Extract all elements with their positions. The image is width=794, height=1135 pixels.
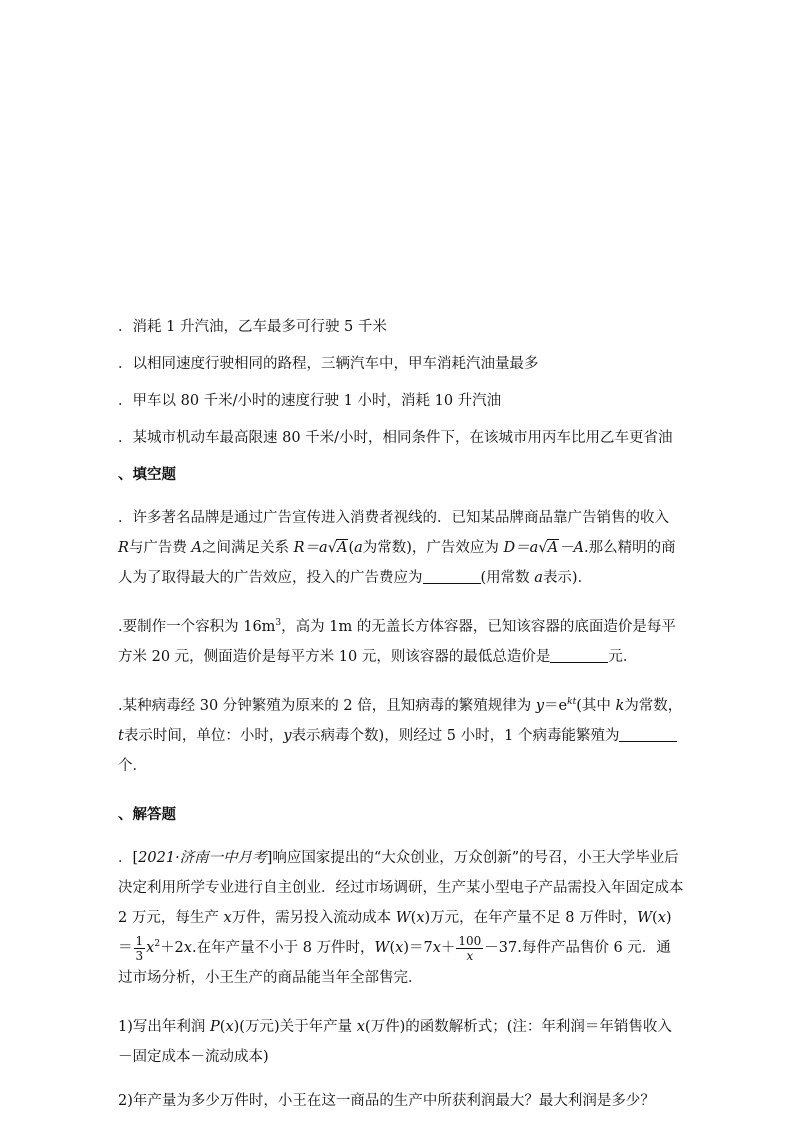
document-content xyxy=(118,312,684,1135)
text: 与广告费 xyxy=(128,540,192,556)
text: 个． xyxy=(118,758,147,774)
fraction xyxy=(456,934,483,963)
var: a xyxy=(529,540,539,556)
subquestion-2: 2)年产量为多少万件时，小王在这一商品的生产中所获利润最大？最大利润是多少？ xyxy=(118,1093,655,1109)
text: )(万元)关于年产量 xyxy=(233,1019,357,1035)
var: x xyxy=(146,940,155,956)
var: a xyxy=(319,540,328,556)
sqrt-symbol: √ xyxy=(327,540,337,556)
var: x xyxy=(183,940,192,956)
var: a xyxy=(354,540,363,556)
superscript: 2 xyxy=(154,939,161,950)
radicand: A xyxy=(547,540,559,556)
equation: ＝e xyxy=(544,698,568,714)
radicand: A xyxy=(336,540,348,556)
text: ．许多著名品牌是通过广告宣传进入消费者视线的．已知某品牌商品靠广告销售的收入 xyxy=(118,510,669,526)
text: －37.每件产品售价 6 元．通过市场分析，小王生产的商品能当年全部售完． xyxy=(118,940,671,986)
question-container xyxy=(118,612,684,672)
text: ＋ xyxy=(440,940,456,956)
text: )万元，在年产量不足 8 万件时， xyxy=(424,910,638,926)
option-item: ．以相同速度行驶相同的路程，三辆汽车中，甲车消耗汽油量最多 xyxy=(118,356,539,372)
text: ( xyxy=(219,1019,226,1035)
text: .那么精明的商人为了取得最大的广告效应，投入的广告费应为 xyxy=(118,540,676,586)
var: A xyxy=(191,540,203,556)
denominator: x xyxy=(466,948,474,963)
equation: R＝ xyxy=(293,540,320,556)
var: x xyxy=(432,940,441,956)
denominator: 3 xyxy=(135,948,144,963)
text: 表示时间，单位：小时， xyxy=(123,728,284,744)
fraction xyxy=(134,934,146,963)
text: ]响应国家提出的“大众创业，万众创新”的号召，小王大学毕业后决定利用所学专业进行自主创业．经过市场调研，生产某小型电子产品需投入年固定成本 2 万元，每生产 xyxy=(118,850,684,926)
section-heading-fill: 、填空题 xyxy=(118,466,176,483)
numerator: 100 xyxy=(458,933,482,948)
var: x xyxy=(657,910,666,926)
answer-blank[interactable] xyxy=(619,727,677,742)
var: x xyxy=(356,1019,365,1035)
var: W xyxy=(637,910,653,926)
text: 万件，需另投入流动成本 xyxy=(231,910,396,926)
text: (用常数 xyxy=(480,570,535,586)
option-item: ．某城市机动车最高限速 80 千米/小时，相同条件下，在该城市用丙车比用乙车更省油 xyxy=(118,430,673,446)
source-label: 2021·济南一中月考 xyxy=(138,850,267,866)
text: ( xyxy=(410,910,417,926)
var: x xyxy=(223,910,232,926)
var: t xyxy=(118,728,124,744)
var: P xyxy=(210,1019,220,1035)
text: 之间满足关系 xyxy=(202,540,294,556)
text: 表示病毒个数)，则经过 5 小时，1 个病毒能繁殖为 xyxy=(291,728,620,744)
text: ( xyxy=(652,910,658,926)
var: W xyxy=(374,940,390,956)
superscript: kt xyxy=(567,697,577,708)
equation: －A xyxy=(559,540,585,556)
text: ( xyxy=(348,540,355,556)
var: x xyxy=(416,910,425,926)
question-business xyxy=(118,843,684,993)
text: ( xyxy=(389,940,396,956)
text: .在年产量不小于 8 万件时， xyxy=(191,940,375,956)
var: y xyxy=(535,698,545,714)
text: ＋2 xyxy=(160,940,184,956)
text: .要制作一个容积为 16m xyxy=(118,619,276,635)
subquestion-1 xyxy=(118,1012,684,1072)
text: .某种病毒经 30 分钟繁殖为原来的 2 倍，且知病毒的繁殖规律为 xyxy=(118,698,536,714)
question-virus xyxy=(118,691,684,781)
text: ，高为 1m 的无盖长方体容器，已知该容器的底面造价是每平方米 20 元，侧面造价是每平方米 10 元，则该容器的最低总造价是 xyxy=(118,619,676,665)
var: x xyxy=(395,940,404,956)
var: W xyxy=(395,910,411,926)
sqrt-symbol: √ xyxy=(538,540,548,556)
text: (其中 xyxy=(576,698,616,714)
var: y xyxy=(283,728,292,744)
answer-blank[interactable] xyxy=(550,648,608,663)
text: 表示)． xyxy=(542,570,593,586)
text: 为常数， xyxy=(624,698,683,714)
var: a xyxy=(534,570,543,586)
text: )＝ xyxy=(118,910,672,956)
text: 1)写出年利润 xyxy=(118,1019,210,1035)
var: x xyxy=(225,1019,234,1035)
text: 为常数)，广告效应为 xyxy=(362,540,504,556)
text: 元． xyxy=(608,649,638,665)
numerator: 1 xyxy=(135,933,144,948)
var: R xyxy=(118,540,129,556)
section-heading-answer: 、解答题 xyxy=(118,806,176,823)
option-item: ．消耗 1 升汽油，乙车最多可行驶 5 千米 xyxy=(118,319,387,335)
var: k xyxy=(615,698,625,714)
question-advertising xyxy=(118,503,684,593)
text: (万件)的函数解析式；(注：年利润＝年销售收入－固定成本－流动成本) xyxy=(118,1019,672,1065)
answer-blank[interactable] xyxy=(423,569,481,584)
option-item: ．甲车以 80 千米/小时的速度行驶 1 小时，消耗 10 升汽油 xyxy=(118,393,502,409)
text: ．[ xyxy=(118,850,139,866)
text: )＝7 xyxy=(403,940,433,956)
superscript: 3 xyxy=(275,618,282,629)
equation: D＝ xyxy=(503,540,530,556)
